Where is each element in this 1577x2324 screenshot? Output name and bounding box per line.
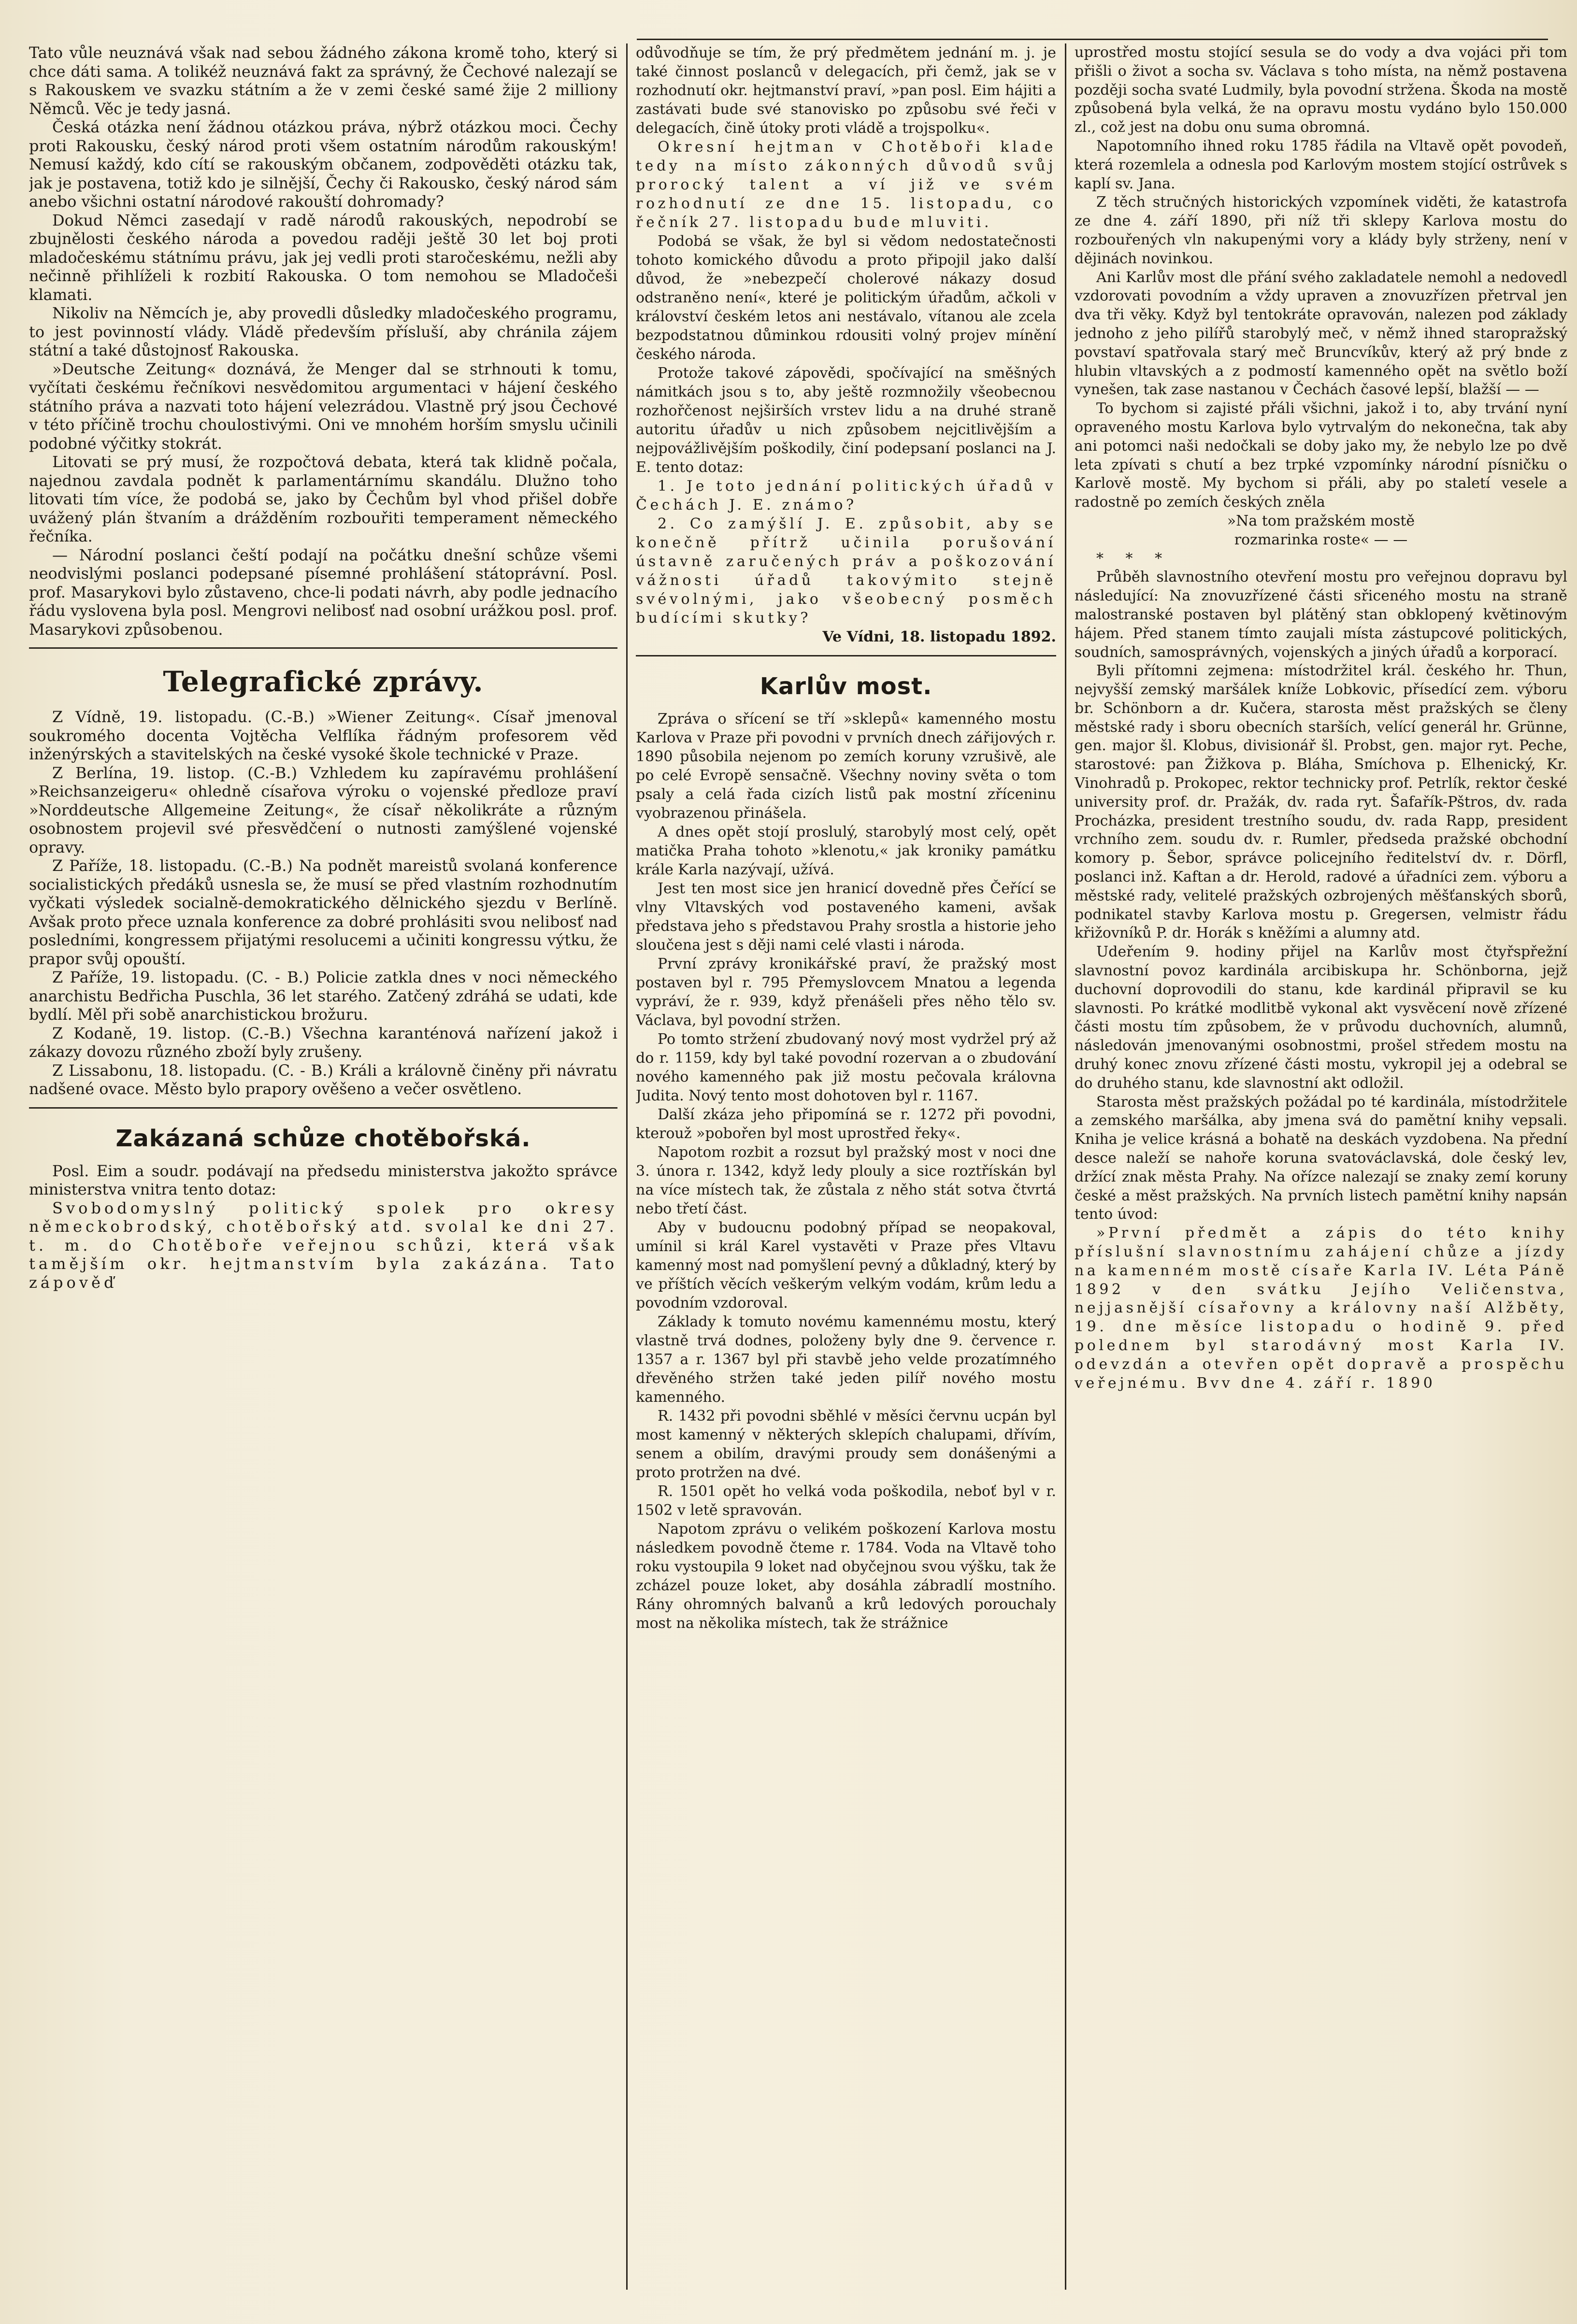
article-paragraph: uprostřed mostu stojící sesula se do vody a dva vojáci při tom přišli o život a socha sv. Václava s toho místa, na němž postavena později socha svaté Ludmily, byla povodní stržena. Škoda na mostě způsobená byla velká, že na opravu mostu vydáno bylo 150.000 zl., což jest na dobu onu suma obromná. (1075, 44, 1567, 136)
article-paragraph: »Deutsche Zeitung« doznává, že Menger dal se strhnouti k tomu, vyčítati českému řečníkovi nesvědomitou argumentaci v hájení českého státního práva a nazvati toto hájení velezrádou. Vlastně prý jsou Čechové v této příčině trochu choulostivými. Oni ve mnohém horším smyslu učinili podobné výčitky stokrát. (29, 359, 617, 453)
article-paragraph: Byli přítomni zejmena: místodržitel král. českého hr. Thun, nejvyšší zemský maršálek kníže Lobkovic, přísedící zem. výboru br. Schönborn a dr. Kučera, starosta měst pražských se členy městské rady i sboru obecních starších, velící generál hr. Grünne, gen. major šl. Klobus, divisionář šl. Probst, gen. major ryt. Peche, starostové: pan Žižkova p. Bláha, Smíchova p. Elhenický, Kr. Vinohradů p. Prokopec, rektor technicky prof. Petrlík, rektor české university prof. dr. Pražák, dv. rada ryt. Šafařík-Pštros, dv. rada Procházka, president trestního soudu, dv. rada Rapp, president vrchního zem. soudu dv. r. Rumler, předseda pražské obchodní komory p. Šebor, správce policejního ředitelství dv. r. Dörfl, poslanci inž. Kaftan a dr. Herold, radové a úřadníci zem. výboru a městské rady, velitelé pražských ozbrojených měšťanských sborů, podnikatel stavby Karlova mostu p. Gregersen, velmistr řádu křižovníků P. dr. Horák s kněžími a alumny atd. (1075, 662, 1567, 942)
section-heading-telegraf: Telegrafické zprávy. (163, 665, 484, 698)
section-rule (636, 655, 1056, 656)
article-paragraph: Napotomního ihned roku 1785 řádila na Vltavě opět povodeň, která rozemlela a odnesla pod Karlovým mostem stojící ostrůvek s kaplí sv. Jana. (1075, 137, 1567, 192)
asterism: * * * (1096, 550, 1171, 567)
article-paragraph: odůvodňuje se tím, že prý předmětem jednání m. j. je také činnost poslanců v delegacích, při čemž, jak se v rozhodnutí okr. hejtmanství praví, »pan posl. Eim hájiti a zastávati bude své stanovisko po způsobu své řeči v delegacích, čině útoky proti vládě a trojspolku«. (636, 44, 1056, 137)
article-paragraph: Udeřením 9. hodiny přijel na Karlův most čtyřspřežní slavnostní povoz kardinála arcibiskupa hr. Schönborna, jejž duchovní doprovodili do stanu, kde kardinál připravil se ku slavnosti. Po krátké modlitbě vykonal akt vysvěcení nově zřízené části mostu tím způsobem, že v průvodu duchovních, alumnů, následován jmenovanými osobnostmi, prošel středem mostu na druhý konec znovu zřízené části mostu, vykropil jej a odebral se do druhého stanu, kde slavnostní akt odložil. (1075, 943, 1567, 1092)
article-paragraph: Protože takové zápovědi, spočívající na směšných námitkách jsou s to, aby ještě rozmnožily všeobecnou rozhořčenost nejširších vrstev lidu a na druhé straně autoritu úřadův u nich způsobem nejcitlivějším a nejpovážlivějším poškodily, činí podepsaní poslanci na J. E. tento dotaz: (636, 365, 1056, 476)
article-paragraph: Zpráva o sřícení se tří »sklepů« kamenného mostu Karlova v Praze při povodni v prvních dnech zářijových r. 1890 působila nejenom po zemích koruny vzrušivě, ale po celé Evropě sensačně. Všechny noviny světa o tom psaly a celá řada cizích listů pak mostní zříceninu vyobrazenou přinášela. (636, 711, 1056, 822)
dotaz-question: 1. Je toto jednání politických úřadů v Čechách J. E. známo? (636, 478, 1056, 513)
telegram-item: Z Berlína, 19. listop. (C.-B.) Vzhledem ku zapíravému prohlášení »Reichsanzeigeru« ohledně císařova výroku o vojenské předloze praví »Norddeutsche Allgemeine Zeitung«, že císař několikráte a různým osobnostem projevil své přesvědčení o nutnosti zamýšlené vojenské opravy. (29, 763, 617, 856)
article-paragraph: Ani Karlův most dle přání svého zakladatele nemohl a nedovedl vzdorovati povodním a vždy upraven a znovuzřízen přetrval jen dva tři věky. Když byl tentokráte opravován, nalezen pod základy jednoho z jeho pilířů starobylý meč, v němž ihned staropražský povstaví spatřovala starý meč Bruncvíkův, který až prý bnde z hlubin vltavských a z podmostí kamenného opět na světlo boží vynešen, tak zase nastanou v Čechách časové lepší, blažší — — (1075, 269, 1567, 399)
section-rule (29, 647, 617, 649)
article-paragraph: Litovati se prý musí, že rozpočtová debata, která tak klidně počala, najednou zavdala podnět k parlamentárnímu skandálu. Dlužno toho litovati tím více, že podobá se, jako by Čechům byl vhod přišel dobře uvážený plán štvaním a drážděním rozbouřiti temperament německého řečníka. (29, 453, 617, 545)
article-paragraph: Starosta měst pražských požádal po té kardinála, místodržitele a zemského maršálka, aby jmena svá do pamětní knihy vepsali. Kniha je velice krásná a bohatě na deskách vyzdobena. Na přední desce naleží se nahoře koruna svatováclavská, dole český lev, držící znak města Prahy. Na ořízce nalezají se znaky zemí koruny české a měst pražských. Na prvních listech pamětní knihy napsán tento úvod: (1075, 1093, 1567, 1223)
article-paragraph: Průběh slavnostního otevření mostu pro veřejnou dopravu byl následující: Na znovuzřízené části sřiceného mostu na straně malostranské postaven byl plátěný stan obklopený květinovým hájem. Před stanem tímto zaujali místa zástupcové politických, soudních, samosprávných, vojenských a jiných úřadů a korporací. (1075, 569, 1567, 661)
telegram-item: Z Vídně, 19. listopadu. (C.-B.) »Wiener Zeitung«. Císař jmenoval soukromého docenta Vojtěcha Velflíka řádným profesorem věd inženýrských a stavitelských na české vysoké škole technické v Praze. (29, 708, 617, 763)
article-paragraph: Česká otázka není žádnou otázkou práva, nýbrž otázkou moci. Čechy proti Rakousku, český národ proti všem ostatním národům rakouským! Nemusí každý, kdo cítí se rakouským občanem, zodpověděti otázku tak, jak je postavena, totiž kdo je silnější, Čechy či Rakousko, český národ sám anebo všichni ostatní národové rakouští dohromady? (29, 118, 617, 211)
song-line: »Na tom pražském mostě (1227, 512, 1415, 529)
column-1 (29, 43, 617, 2290)
article-paragraph: Jest ten most sice jen hranicí dovedně přes Čeřící se vlny Vltavských vod postaveného kameni, avšak představa jeho s představou Prahy srostla a historie jeho sloučena jest s ději nami celé vlasti i národa. (636, 880, 1056, 954)
article-paragraph: Další zkáza jeho připomíná se r. 1272 při povodni, kterouž »pobořen byl most uprostřed řeky«. (636, 1106, 1056, 1142)
article-paragraph: R. 1432 při povodni sběhlé v měsíci červnu ucpán byl most kamenný v některých sklepích chalupami, dřívím, senem a obilím, dravými proudy sem donášenými a proto protržen na dvé. (636, 1408, 1056, 1481)
section-rule (29, 1107, 617, 1109)
telegram-item: Z Paříže, 19. listopadu. (C. - B.) Policie zatkla dnes v noci německého anarchistu Bedřicha Puschla, 36 let starého. Zatčený zdráhá se udati, kde bydlí. Měl při sobě anarchistickou brožuru. (29, 968, 617, 1024)
article-paragraph: Základy k tomuto novému kamennému mostu, který vlastně trvá dodnes, položeny byly dne 9. července r. 1357 a r. 1367 byl při stavbě jeho velde prozatímného dřevěného stržen také jeden pilíř nového mostu kamenného. (636, 1313, 1056, 1406)
article-paragraph: — Národní poslanci čeští podají na počátku dnešní schůze všemi neodvislými poslanci podepsané písemné prohlášení státoprávní. Posl. prof. Masarykovi bylo zůstaveno, chce-li podati návrh, aby podle jednacího řádu vyslovena byla posl. Mengrovi nelibosť nad osobní urážkou posl. prof. Masarykovi způsobenou. (29, 545, 617, 639)
article-paragraph: Nikoliv na Němcích je, aby provedli důsledky mladočeského programu, to jest povinností vlády. Vládě především přísluší, aby chránila zájem státní a také důstojnosť Rakouska. (29, 304, 617, 359)
article-paragraph: První zprávy kronikářské praví, že pražský most postaven byl r. 795 Přemyslovcem Mnatou a legenda vypráví, že r. 939, když přenášeli přes něho tělo sv. Václava, byl povodní stržen. (636, 955, 1056, 1029)
column-divider (1065, 43, 1075, 2290)
column-divider (626, 43, 636, 2290)
dotaz-question: 2. Co zamýšlí J. E. způsobit, aby se konečně přítrž učinila porušování ústavně zaručených práv a poškozování vážnosti úřadů takovýmito stejně svévolnými, jako všeobecný posměch budícími skutky? (636, 515, 1056, 627)
memorial-inscription: »První předmět a zápis do této knihy příslušní slavnostnímu zahájení chůze a jízdy na kamenném mostě císaře Karla IV. Léta Páně 1892 v den svátku Jejího Veličenstva, nejjasnější císařovny a královny naší Alžběty, 19. dne měsíce listopadu o hodině 9. před polednem byl starodávný most Karla IV. odevzdán a otevřen opět dopravě a prospěchu veřejnému. Bvv dne 4. září r. 1890 (1075, 1225, 1567, 1392)
column-2 (636, 43, 1056, 2290)
article-paragraph: To bychom si zajisté přáli všichni, jakož i to, aby trvání nyní opraveného mostu Karlova bylo vytrvalým do nekonečna, tak aby ani potomci naši nedočkali se doby jako my, že nebylo lze po dvě leta zpívati s chutí a bez trpké vzpomínky národní písničku o Karlově mostě. My bychom si přáli, aby po staletí vesele a radostně po zemích českých zněla (1075, 400, 1567, 511)
telegram-item: Z Kodaně, 19. listop. (C.-B.) Všechna karanténová nařízení jakož i zákazy dovozu různého zboží byly zrušeny. (29, 1024, 617, 1061)
columns (29, 43, 1567, 2290)
top-rule (637, 39, 1548, 40)
article-paragraph: Napotom rozbit a rozsut byl pražský most v noci dne 3. února r. 1342, když ledy plouly a sice roztřískán byl na více místech tak, že zůstala z něho stát sotva čtvrtá nebo třetí část. (636, 1144, 1056, 1217)
section-heading-zakaz: Zakázaná schůze chotěbořská. (115, 1125, 531, 1152)
article-paragraph: Z těch stručných historických vzpomínek viděti, že katastrofa ze dne 4. září 1890, při níž tři sklepy Karlova mostu do rozbouřených vln nakupenými vory a klády byly strženy, není v dějinách novinkou. (1075, 194, 1567, 267)
article-paragraph: Posl. Eim a soudr. podávají na předsedu ministerstva jakožto správce ministerstva vnitra tento dotaz: (29, 1161, 617, 1198)
telegram-item: Z Paříže, 18. listopadu. (C.-B.) Na podnět mareistů svolaná konference socialistických předáků usnesla se, že musí se před vlastním rozhodnutím vyčkati výsledek socialně-demokratického dělnického sjezdu v Berlíně. Avšak proto přece uznala konference za dobré prohlásiti svou nelibosť nad posledními, kongressem přijatými resolucemi a učiniti kongressu výtku, že prapor svůj opouští. (29, 856, 617, 968)
article-paragraph: Napotom zprávu o velikém poškození Karlova mostu následkem povodně čteme r. 1784. Voda na Vltavě toho roku vystoupila 9 loket nad obyčejnou svou výšku, tak že zcházel pouze loket, aby dosáhla zábradlí mostního. Rány ohromných balvanů a krů ledových porouchaly most na několika místech, tak že strážnice (636, 1521, 1056, 1632)
article-paragraph: Tato vůle neuznává však nad sebou žádného zákona kromě toho, který si chce dáti sama. A tolikéž neuznává fakt za správný, že Čechové nalezají se s Rakouskem ve svazku státním a že v zemi české samé žije 2 milliony Němců. Věc je tedy jasná. (29, 43, 617, 118)
article-paragraph: Podobá se však, že byl si vědom nedostatečnosti tohoto komického důvodu a proto připojil jako další důvod, že »nebezpečí cholerové nákazy dosud odstraněno není«, které je politickým úřadům, ačkoli v království českém letos ani nestávalo, vítanou ale zcela bezpodstatnou důminkou rdousiti volný projev mínění českého národa. (636, 233, 1056, 363)
article-paragraph: Aby v budoucnu podobný případ se neopakoval, umínil si král Karel vystavěti v Praze přes Vltavu kamenný most nad pomyšlení pevný a důkladný, který by ve příštích věcích veškerým velkým vodám, krům ledu a povodním vzdoroval. (636, 1219, 1056, 1312)
article-paragraph: Svobodomyslný politický spolek pro okresy německobrodský, chotěbořský atd. svolal ke dni 27. t. m. do Chotěboře veřejnou schůzi, která však tamějším okr. hejtmanstvím byla zakázána. Tato zápověď (29, 1198, 617, 1292)
telegram-item: Z Lissabonu, 18. listopadu. (C. - B.) Králi a královně činěny při návratu nadšené ovace. Město bylo prapory ověšeno a večer osvětleno. (29, 1061, 617, 1098)
article-paragraph: Po tomto stržení zbudovaný nový most vydržel prý až do r. 1159, kdy byl také povodní rozervan a o zbudování nového kamenného pak již mostu pečovala královna Judita. Nový tento most dohotoven byl r. 1167. (636, 1031, 1056, 1104)
song-line: rozmarinka roste« — — (1234, 531, 1408, 548)
article-paragraph: A dnes opět stojí proslulý, starobylý most celý, opět matička Praha tohoto »klenotu,« jak kroniky památku krále Karla nazývají, užívá. (636, 824, 1056, 878)
column-3 (1075, 43, 1567, 2290)
article-paragraph: R. 1501 opět ho velká voda poškodila, neboť byl v r. 1502 v letě spravován. (636, 1483, 1056, 1519)
article-paragraph: Dokud Němci zasedají v radě národů rakouských, nepodrobí se zbujnělosti českého národa a povedou raději ještě 30 let boj proti mladočeskému státnímu právu, jak jej vedli proti staročeskému, nežli aby nečinně přihlíželi k rozbití Rakouska. O tom nemohou se Mladočeši klamati. (29, 211, 617, 304)
dateline: Ve Vídni, 18. listopadu 1892. (822, 628, 1056, 645)
article-paragraph: Okresní hejtman v Chotěboři klade tedy na místo zákonných důvodů svůj prorocký talent a ví již ve svém rozhodnutí ze dne 15. listopadu, co řečník 27. listopadu bude mluviti. (636, 139, 1056, 231)
section-heading-karluv: Karlův most. (760, 673, 932, 700)
